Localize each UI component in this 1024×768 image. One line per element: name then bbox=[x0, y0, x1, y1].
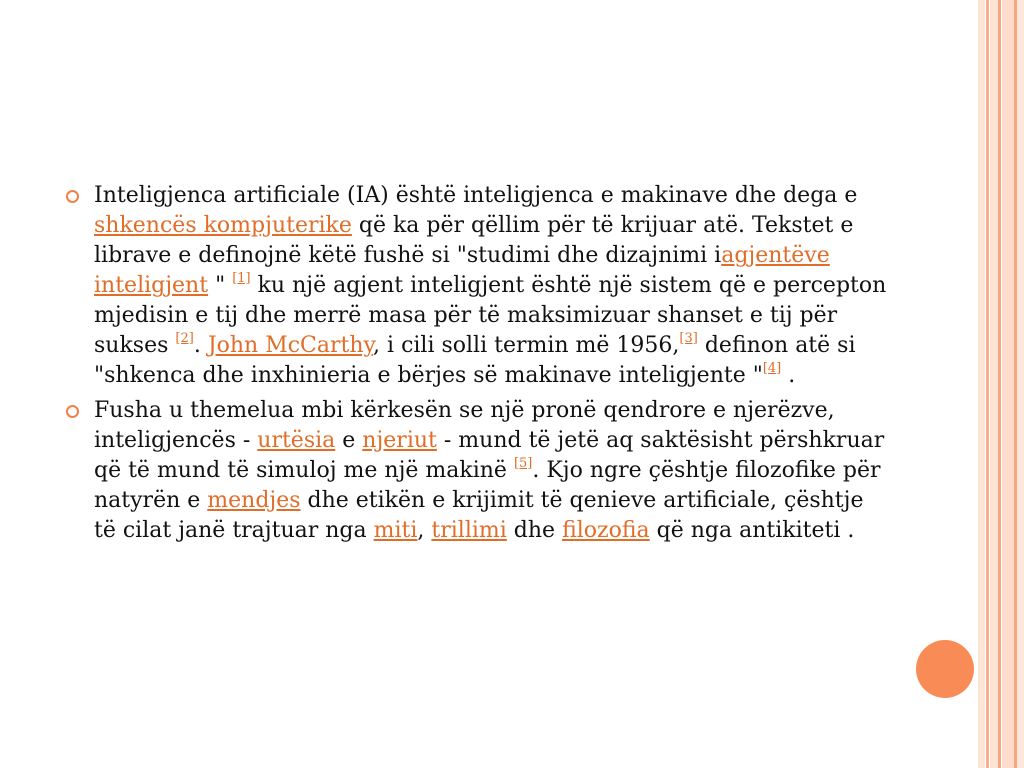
hyperlink[interactable]: mendjes bbox=[207, 488, 301, 513]
text-run: - mund të jetë aq saktësisht përshkruar që të mund të simuloj me një makinë bbox=[94, 428, 885, 483]
decorative-stripe bbox=[978, 0, 985, 768]
slide-body bbox=[60, 181, 890, 551]
text-run: . bbox=[193, 333, 208, 358]
text-run: dhe bbox=[506, 518, 563, 543]
bullet-icon bbox=[66, 190, 79, 203]
text-run: dhe etikën e krijimit të qenieve artificiale, çështje të cilat janë trajtuar nga bbox=[94, 488, 864, 543]
citation-superscript bbox=[514, 456, 532, 471]
text-run: , i cili solli termin më 1956, bbox=[373, 333, 680, 358]
citation-link[interactable]: [1] bbox=[232, 270, 251, 286]
text-run: " bbox=[208, 273, 233, 298]
citation-link[interactable]: [3] bbox=[679, 330, 698, 346]
hyperlink[interactable]: njeriut bbox=[362, 428, 437, 453]
hyperlink[interactable]: filozofia bbox=[562, 518, 650, 543]
text-run: Inteligjenca artificiale (IA) është inteligjenca e makinave dhe dega e bbox=[94, 183, 858, 208]
hyperlink[interactable]: miti bbox=[373, 518, 418, 543]
citation-superscript bbox=[175, 331, 193, 346]
text-run: e bbox=[335, 428, 363, 453]
decorative-stripe bbox=[986, 0, 989, 768]
citation-superscript bbox=[232, 271, 250, 286]
decorative-stripe bbox=[998, 0, 1001, 768]
text-run: që nga antikiteti . bbox=[649, 518, 855, 543]
decorative-stripe bbox=[990, 0, 998, 768]
bullet-paragraph bbox=[60, 396, 890, 546]
text-run: . Kjo ngre çështje filozofike për natyrën e bbox=[94, 458, 881, 513]
hyperlink[interactable]: trillimi bbox=[431, 518, 507, 543]
text-run: që ka për qëllim për të krijuar atë. Tekstet e librave e definojnë këtë fushë si "studimi dhe dizajnimi i bbox=[94, 213, 854, 268]
citation-link[interactable]: [5] bbox=[513, 455, 533, 471]
paragraph-text bbox=[94, 398, 884, 543]
text-run: , bbox=[417, 518, 432, 543]
bullet-paragraph bbox=[60, 181, 890, 391]
text-run: ku një agjent inteligjent është një sistem që e percepton mjedisin e tij dhe merrë masa për të maksimizuar shanset e tij për sukses bbox=[94, 273, 887, 358]
bullet-icon bbox=[66, 405, 79, 418]
decorative-stripe bbox=[1017, 0, 1024, 768]
paragraph-text bbox=[94, 183, 886, 388]
decorative-circle bbox=[916, 640, 974, 698]
hyperlink[interactable]: shkencës kompjuterike bbox=[94, 213, 352, 238]
text-run: definon atë si "shkenca dhe inxhinieria e bërjes së makinave inteligjente " bbox=[94, 333, 856, 388]
hyperlink[interactable]: agjentëve inteligjent bbox=[94, 243, 830, 298]
text-run: Fusha u themelua mbi kërkesën se një pronë qendrore e njerëzve, inteligjencës - bbox=[94, 398, 835, 453]
hyperlink[interactable]: urtësia bbox=[257, 428, 336, 453]
text-run: . bbox=[781, 363, 796, 388]
citation-link[interactable]: [2] bbox=[175, 330, 194, 346]
hyperlink[interactable]: John McCarthy bbox=[207, 333, 374, 358]
citation-superscript bbox=[763, 361, 781, 376]
citation-link[interactable]: [4] bbox=[762, 360, 782, 376]
decorative-stripe bbox=[1002, 0, 1014, 768]
citation-superscript bbox=[679, 331, 697, 346]
